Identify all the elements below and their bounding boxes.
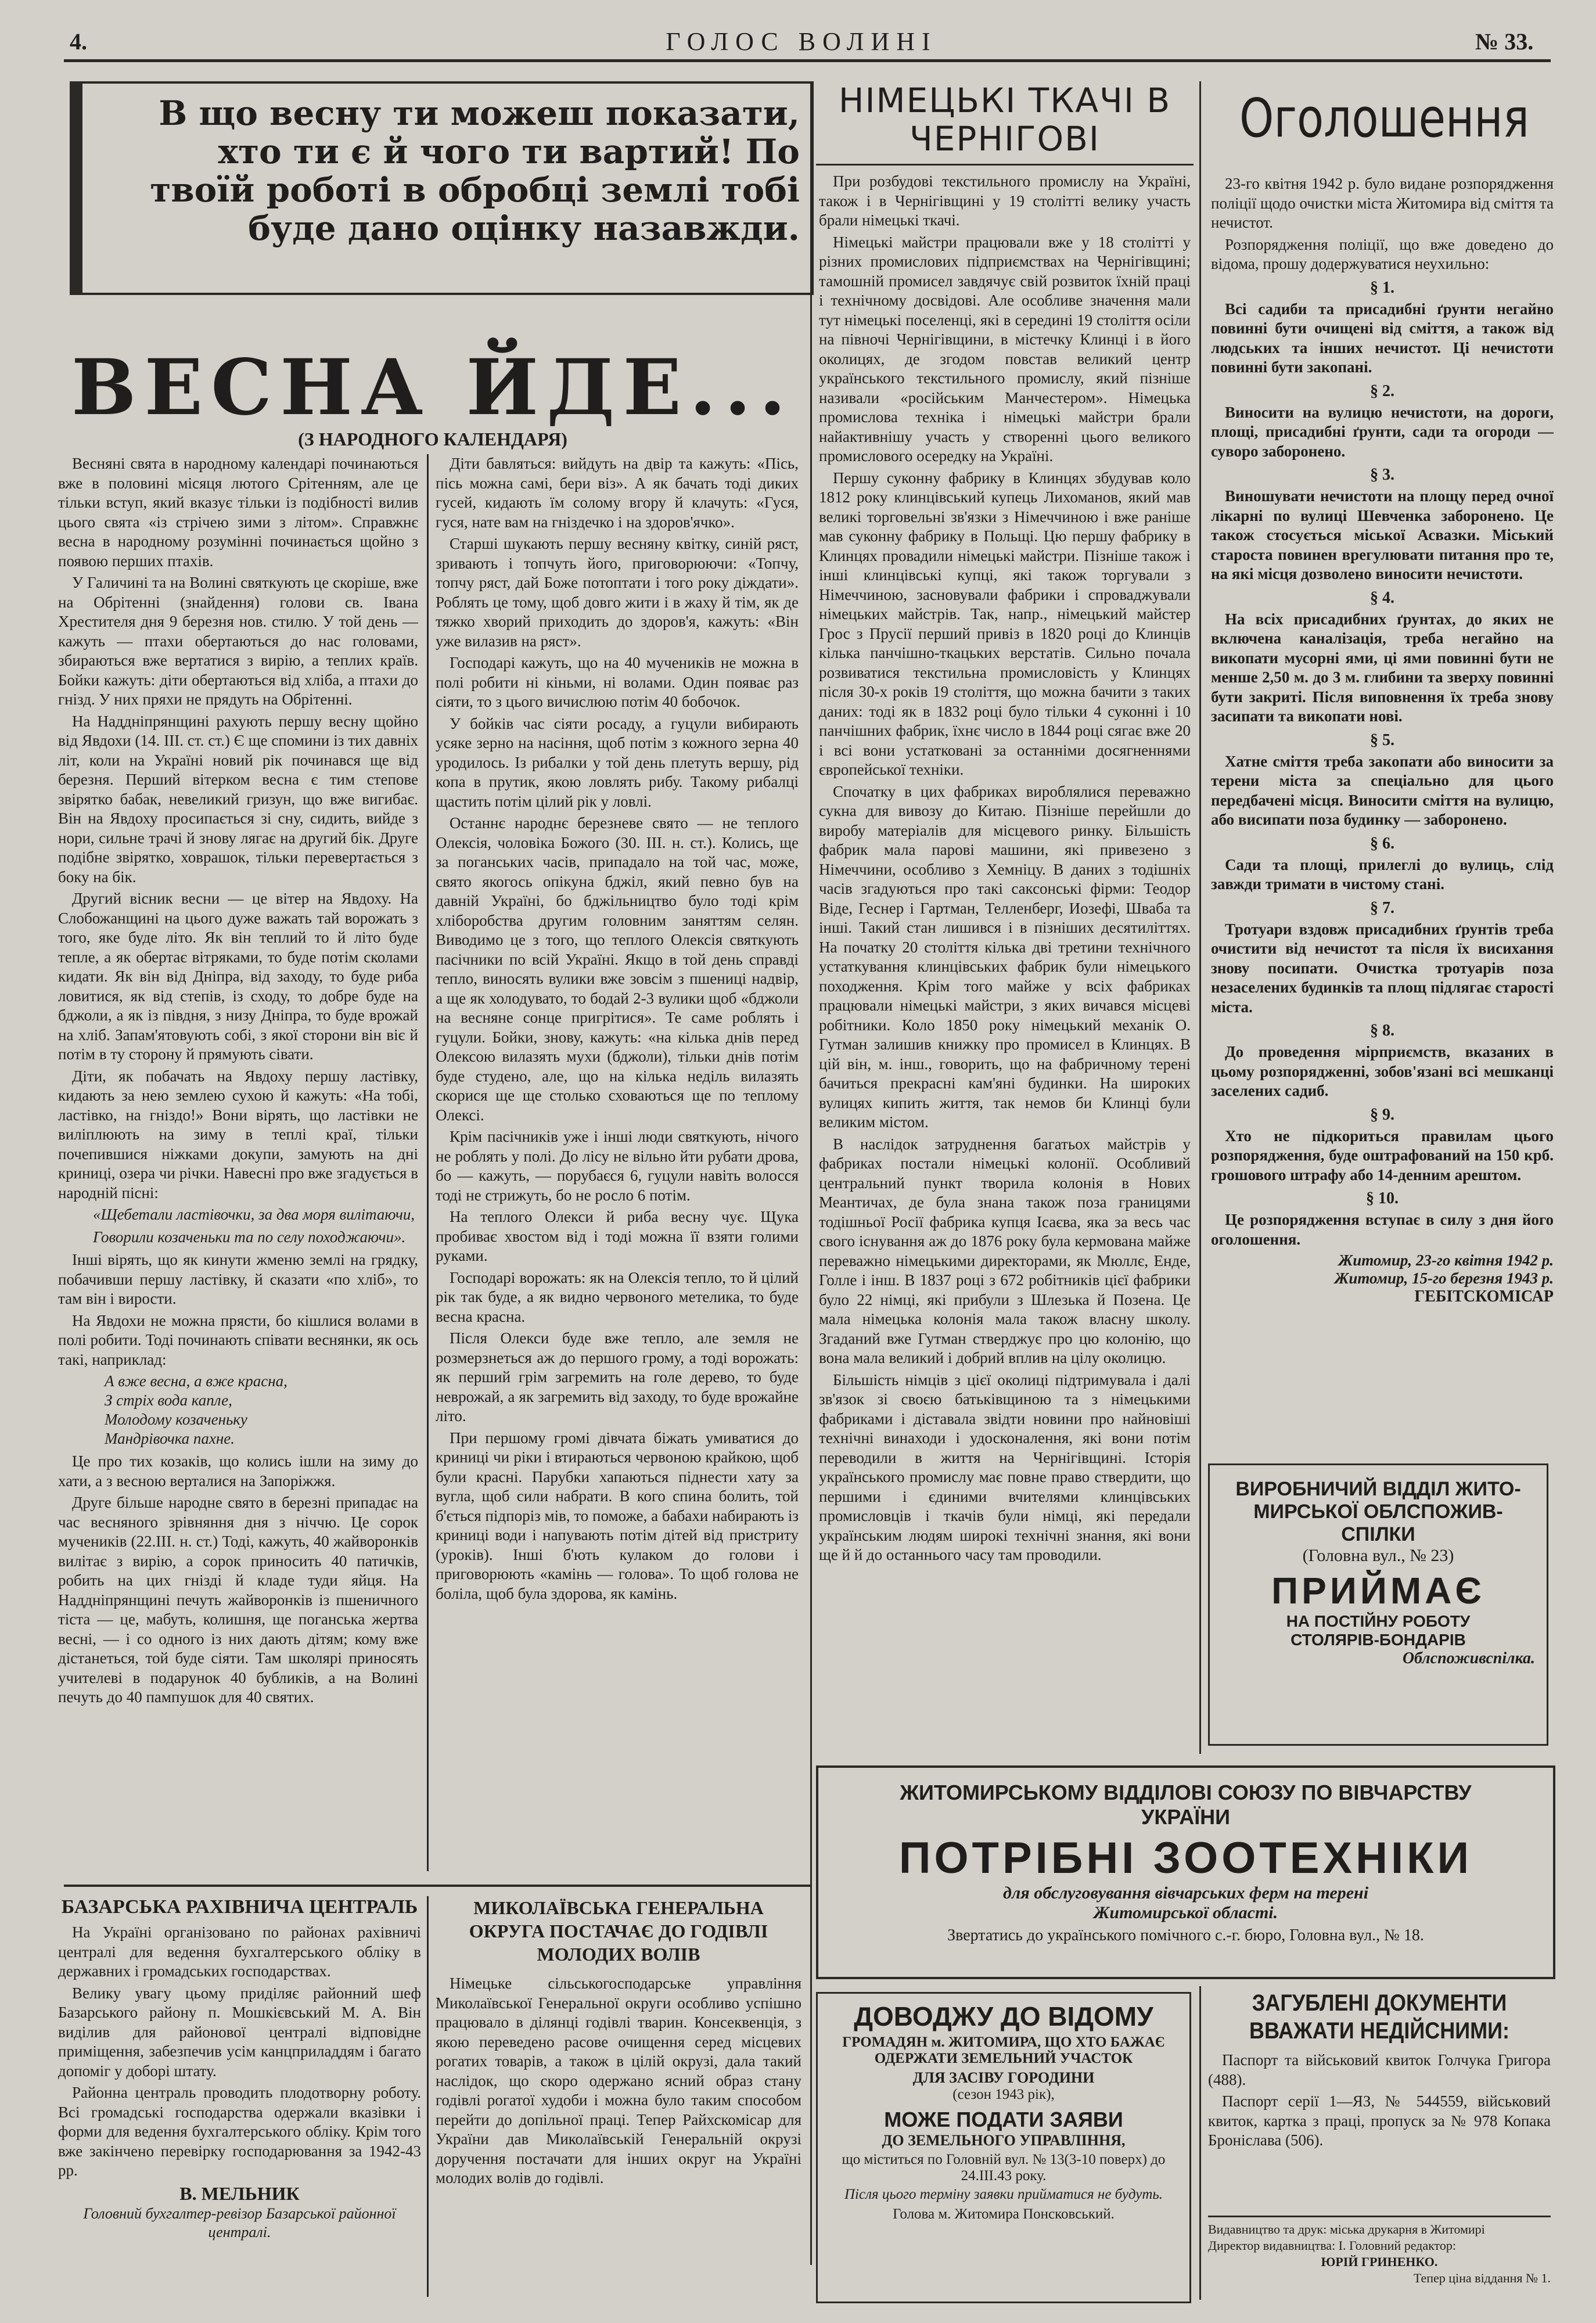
sheep-ad-headline: ПОТРІБНІ ЗООТЕХНІКИ [898,1833,1473,1883]
notice-section-text: Тротуари вздовж присадибних ґрунтів треба очистити від нечистот та після їх висихання знову посипати. Очистка тротуарів поза незаселених будинків та площ підлягає старості міста. [1211,920,1554,1016]
notice-section-text: Хатне сміття треба закопати або виносити за терени міста за спеціально для цього передбачені місця. Виносити сміття на вулицю, або висипати поза будинку — заборонено. [1211,752,1554,828]
masthead-rule [64,59,1551,62]
lost-item: Паспорт та військовий квиток Голчука Григора (488). [1208,2051,1551,2088]
weavers-para: Більшість німців з цієї околиці підтримувала і далі зв'язок зі своєю батьківщиною та з німецькими фабриками і діставала звідти новини про найновіші технічні винаходи і удосконалення, які вони потім переводили в життя на Чернігівщині. Історія українського промислу має повне право ствердити, що першими і єдиними вчителями клинцівських промисловців і ткачів були німці, які передали українським людям широкі технічні знання, які вони ще й й до останнього часу там проводили. [819,1371,1191,1563]
column-rule [1199,81,1201,1754]
spring-para: У Галичині та на Волині святкують це скоріше, вже на Обрітенні (знайдення) голови св. Івана Хрестителя дня 9 березня нов. стилю. У той день — кажуть — птахи обертаються до нас головами, збираються вже вертатися з вирію, а теплих країв. Бойки кажуть: діти обертаються від хліба, а птахи до гнізд. У них пряхи не прядуть на Обрітенні. [58,574,418,708]
works-ad-line: МИРСЬКОЇ ОБЛСПОЖИВ- [1253,1501,1503,1523]
dovodzhu-line: ДО ЗЕМЕЛЬНОГО УПРАВЛІННЯ, [882,2132,1126,2149]
lost-title: ЗАГУБЛЕНІ ДОКУМЕНТИ ВВАЖАТИ НЕДІЙСНИМИ: [1249,1990,1510,2044]
notice-section-number: § 4. [1370,588,1394,607]
works-ad-headline: ПРИЙМАЄ [1271,1570,1485,1612]
sheep-ad-contact: Звертатись до українського помічного с.-г. бюро, Головна вул., № 18. [947,1926,1424,1944]
notice-section-number: § 6. [1370,834,1394,853]
verse-line: Мандрівочка пахне. [105,1430,235,1447]
sheep-ad-line: УКРАЇНИ [1141,1805,1231,1829]
spring-para: При першому громі дівчата біжать умиватися до криниці чи ріки і втираються червоною крайкою, щоб були красні. Парубки хапаються піднести хату за вугла, щоб сили набрати. В кого спина болить, той б'ється підпоріз мів, то поможе, а бабахи набирають із криниці води і напувають потім дітей від пристриту (уроків). Інші б'ють кулаком до голови і приговорюють «камінь — голова». То щоб голова не боліла, щоб була здорова, як камінь. [436,1429,799,1602]
column-rule [1199,1986,1201,2300]
notice-section-text: Хто не підкориться правилам цього розпорядження, буде оштрафований на 150 крб. грошового штрафу або 14-денним арештом. [1211,1127,1554,1184]
notice-section-text: Виношувати нечистоти на площу перед очної лікарні по вулиці Шевченка заборонено. Це також стосується міської Асвазки. Міський староста повинен врегулювати питання про те, на які місця дозволено виносити нечистоти. [1211,487,1554,582]
notice-section-text: До проведення мірприємств, вказаних в цьому розпорядженні, зобов'язані всі мешканці заселених садиб. [1211,1043,1554,1099]
notice-section-number: § 2. [1370,382,1394,400]
dovodzhu-notice [816,1992,1191,2303]
notice-section-text: Виносити на вулицю нечистоти, на дороги, площі, присадибні ґрунти, сади та огороди — суворо заборонено. [1211,403,1554,460]
notice-date: Житомир, 23-го квітня 1942 р. [1338,1252,1554,1269]
bazar-signature-title: Головний бухгалтер-ревізор Базарської районної централі. [83,2205,396,2241]
issue-number: № 33. [1475,28,1534,55]
bazar-para: Велику увагу цьому приділяє районний шеф Базарського району п. Мошкієвський М. А. Він виділив для районової централі відповідне приміщення, забезпечив усім канцприладдям і багато допоміг у доборі штату. [58,1984,421,2080]
spring-para: Діти бавляться: вийдуть на двір та кажуть: «Пісь, пісь можна самі, бери віз». А як бачать тоді диких гусей, кидають їм солому вгору й клачуть: «Гуся, гуся, нате вам на гніздечко і на здоров'ячко». [436,455,799,531]
weavers-para: В наслідок затруднення багатьох майстрів у фабриках постали німецькі колонії. Особливий центральний пункт творила колонія в Нових Меантичах, де була знана також поза границями тодішньої Росії фабрика купця Ісаєва, яка за весь час свого існування аж до 1876 року була кермована майже переважно німецькими директорами, як Мюллє, Енде, Голле і інш. В 1837 році з 672 робітників цієї фабрики було 22 німці, які прибули з Шлезька й Позена. Це мала німецька колонія мала також власну школу. Згаданий вже Гутман стверджує про цю колонію, що вона мала великий і добрий вплив на цілу околицю. [819,1135,1191,1367]
works-ad-line: СТОЛЯРІВ-БОНДАРІВ [1291,1631,1466,1649]
notice-section-number: § 5. [1370,731,1394,749]
imprint-line: Тепер ціна віддання № 1. [1413,2271,1551,2285]
spring-para: Другий вісник весни — це вітер на Явдоху. На Слобожанщині на цього дуже важать тай ворожать з того, яке буде літо. Як він теплий то й літо буде тепле, а як обертає вітряками, то буде потім сколами кидати. Як він від Дніпра, від заходу, то буде рибa ловитися, як від степів, із сходу, то добре буде на бджоли, а як із півдня, з низу Дніпра, то буде врожай на хліб. Запам'ятовують собі, з якої сторони він віє й потім в ту сторону й прямують сівати. [58,890,418,1063]
notice-date: Житомир, 15-го березня 1943 р. [1334,1270,1554,1287]
dovodzhu-signature: Голова м. Житомира Понсковський. [893,2206,1115,2222]
notice-section-text: Всі садиби та присадибні ґрунти негайно повинні бути очищені від сміття, а також від людських та інших нечистот. Ці нечистоти повинні бути закопані. [1211,300,1554,376]
dovodzhu-title: ДОВОДЖУ ДО ВІДОМУ [854,2001,1153,2031]
notice-section-number: § 3. [1370,466,1394,484]
sheep-ad-line: ЖИТОМИРСЬКОМУ ВІДДІЛОВІ СОЮЗУ ПО ВІВЧАРСТВУ [900,1781,1472,1804]
column-rule [427,454,429,1871]
slogan-box [70,81,814,295]
spring-title: ВЕСНА ЙДЕ... [71,343,794,433]
spring-subtitle: (З НАРОДНОГО КАЛЕНДАРЯ) [298,429,567,450]
column-rule [810,81,812,2265]
masthead-title: ГОЛОС ВОЛИНІ [666,27,937,56]
spring-para: Діти, як побачать на Явдоху першу ластівку, кидають за нею землею сухою й кажуть: «На тобі, ластівко, на гніздо!» Вони вірять, що ластівки не виліплюють на зиму в теплі краї, тільки почепившися ніжками докупи, замують на дні криниці, озера чи річки. Навесні про вже згадується в народній пісні: [58,1067,418,1202]
spring-para: На Явдохи не можна прясти, бо кішлися волами в полі робити. Тоді починають співати веснянки, як ось такі, наприклад: [58,1311,418,1368]
works-ad-line: НА ПОСТІЙНУ РОБОТУ [1286,1612,1471,1630]
imprint-rule [1208,2216,1551,2217]
lost-item: Паспорт серії 1—ЯЗ, № 544559, військовий квиток, картка з праці, пропуск за № 978 Копака Броніслава (506). [1208,2092,1551,2149]
dovodzhu-line: що міститься по Головній вул. № 13(3-10 поверх) до 24.ІІІ.43 року. [842,2152,1166,2184]
mykolaiv-para: Німецьке сільськогосподарське управління Миколаївської Генеральної округи особливо успішно працювало в ділянці годівлі тварин. Консеквенція, з якою переведено расове очищення серед місцевих рогатих товарів, а також в цілій окрузі, дала такий наслідок, що скоро одержано ясний образ стану годівлі рогатої худоби і можна було таким способом перейти до допільної праці. Тепер Райхскомісар для України дав Миколаївській Генеральній окрузі доручення постачати для інших округ на Україні молодих волів до годівлі. [436,1975,801,2187]
spring-para: У бойків час сіяти росаду, а гуцули вибирають усяке зерно на насіння, щоб потім з кожного зерна 40 уродилось. Із рибалки у той день плетуть вершу, рід копа в прутик, якою ловлять рибу. Такому рибалці щастить потім цілий рік у ловлі. [436,714,799,810]
spring-col-1 [58,454,418,1871]
dovodzhu-line: ДЛЯ ЗАСІВУ ГОРОДИНИ [912,2069,1095,2086]
spring-para: На Наддніпрянщині рахують першу весну щойно від Явдохи (14. ІІІ. ст. ст.) Є ще спомини із тих давніх літ, коли на Україні новий рік починався ще від березня. Перший вітерком весна є тим степове звірятко бабак, невеликий гризун, що вже вигибає. Він на Явдоху просипається зі сну, сидить, вийде з нори, сильне трачі й знову лягає на другий бік. Друге подібне звірятко, ховрашок, тільки перевертається з боку на бік. [58,712,418,886]
notice-section-number: § 1. [1370,278,1394,297]
column-rule [427,1896,429,2297]
spring-para: На теплого Олекси й риба весну чує. Щука пробиває хвостом від і тоді можна її взяти голими руками. [436,1208,799,1264]
verse-line: «Щебетали ластівочки, за два моря вилітаючи, [93,1206,415,1223]
section-rule [64,1885,810,1887]
spring-para: Господарі ворожать: як на Олексія тепло, то й цілий рік так буде, а як видно червоного метелика, то буде весна красна. [436,1268,799,1325]
spring-para: Господарі кажуть, що на 40 мучеників не можна в полі робити ні кіньми, ні волами. Один появає раз сіяти, то з цього вичислюю потім 40 бобочок. [436,654,799,710]
sheep-ad-line: для обслуговування вівчарських ферм на терені [1002,1883,1369,1903]
bazar-para: Районна централь проводить плодотворну роботу. Всі громадські господарства одержали вказівки і форми для ведення бухгалтерського обліку. Крім того вже закінчено перевірку господарювання за 1942-43 рр. [58,2084,421,2179]
works-ad-address: (Головна вул., № 23) [1302,1546,1454,1565]
title-rule [816,164,1194,166]
lost-documents [1208,1989,1551,2210]
spring-para: Крім пасічників уже і інші люди святкують, нічого не роблять у полі. До лісу не вільно йти рубати дрова, бо — кажуть, — порубаєся 6, гуцули навіть волосся тоді не стрижуть, бо не росло 6 потім. [436,1128,799,1204]
weavers-para: При розбудові текстильного промислу на Україні, також і в Чернігівщині у 19 столітті велику участь брали німецькі ткачі. [819,172,1191,229]
verse-line: Говорили козаченьки та по селу походжаючи». [93,1228,406,1246]
works-ad-signature: Облспоживспілка. [1402,1649,1535,1667]
page-number: 4. [70,28,87,55]
dovodzhu-line: (сезон 1943 рік), [952,2087,1055,2102]
notice-section-number: § 9. [1370,1105,1394,1124]
notice-body [1211,174,1554,1440]
works-ad [1208,1463,1548,1746]
spring-para: Весняні свята в народному календарі починаються вже в половині місяця лютого Срітенням, але це тільки вступ, який вказує тільки із подібності вилив цього свята «із стрічею зими з літом». Справжнє весна в народному розумінні починається щойно з появою перших птахів. [58,455,418,570]
mykolaiv-title: МИКОЛАЇВСЬКА ГЕНЕРАЛЬНА ОКРУГА ПОСТАЧАЄ ДО ГОДІВЛІ МОЛОДИХ ВОЛІВ [469,1897,768,1965]
works-ad-line: ВИРОБНИЧИЙ ВІДДІЛ ЖИТО- [1235,1478,1521,1500]
bazar-title: БАЗАРСЬКА РАХІВНИЧА ЦЕНТРАЛЬ [61,1896,418,1918]
notice-intro: Розпорядження поліції, що вже доведено до відома, прошу додержуватися неухильно: [1211,235,1554,272]
notice-section-number: § 10. [1366,1189,1399,1207]
spring-col-2 [436,454,799,1871]
notice-intro: 23-го квітня 1942 р. було видане розпорядження поліції щодо очистки міста Житомира від сміття та нечистот. [1211,175,1554,231]
dovodzhu-line: Після цього терміну заявки прийматися не будуть. [844,2187,1163,2202]
verse-line: А вже весна, а вже красна, [105,1372,287,1390]
bazar-signature: В. МЕЛЬНИК [179,2182,300,2204]
imprint-line: Видавництво та друк: міська друкарня в Житомирі [1208,2222,1485,2236]
imprint-line: ЮРІЙ ГРИНЕНКО. [1321,2254,1438,2269]
sheep-ad [816,1765,1555,1979]
dovodzhu-line: МОЖЕ ПОДАТИ ЗАЯВИ [884,2108,1123,2131]
weavers-para: Першу суконну фабрику в Клинцях збудував коло 1812 року клинцівський купець Лихоманов, який мав великі торговельні зв'язки з Німеччиною і вже раніше мав суконну фабрику в Польщі. Цю першу фабрику в Клинцях провадили німецькі майстри. Пізніше також і інші клинцівські купці, які також торгували з Німеччиною, засновували фабрики і спроваджували німецьких майстрів. Так, напр., німецький майстер Грос з Прусії перший привіз в 1820 році до Клинців кілька панчішно-ткацьких верстатів. Сильно почала розвиватися текстильна промисловість у Клинцях після 30-х років 19 століття, що можна бачити з таких даних: тоді як в 1832 році було тільки 4 суконні і 10 панчішних фабрик, їхнє число в 1844 році сягає вже 20 і всі вони устатковані за останніми досягненнями європейської техніки. [819,469,1191,778]
weavers-para: Німецькі майстри працювали вже у 18 столітті у різних промислових підприємствах на Чернігівщині; тамошній промисел завдячує свій розвиток їхній праці і технічному досвідові. Але особливе значення мали тут німецькі поселенці, які в середині 19 століття осіли на півночі Чернігівщини, в містечку Клинці і в його околицях, де згодом повстав великий центр українського текстильного промислу, який пізніше називали «російським Манчестером». Німецька промислова техніка і німецькі майстри брали найактивнішу участь у створенні цього великого промислового осередку на Україні. [819,233,1191,465]
bazar-para: На Україні організовано по районах рахівничі централі для ведення бухгалтерського обліку в державних і громадських господарствах. [58,1923,421,1980]
slogan-text: В що весну ти можеш показати, хто ти є й чого ти вартий! По твоїй роботі в обробці землі тобі буде дано оцінку назавжди. [150,94,800,248]
imprint [1208,2221,1551,2286]
spring-para: Старші шукають першу весняну квітку, синій ряст, зривають і топчуть його, приговорюючи: «Топчу, топчу ряст, дай Боже потоптати і того року діждати». Роблять це тому, щоб довго жити і в жаху й тім, як де тяжко хворий приходить до здоров'я, кажуть: «Він уже вилазив на ряст». [436,535,799,650]
spring-para: Інші вірять, що як кинути жменю землі на грядку, побачивши першу ластівку, й сказати «по хліб», то там він і вирости. [58,1251,418,1307]
spring-para: Після Олекси буде вже тепло, але земля не розмерзнеться аж до першого грому, а тоді ворожать: як перший грім загремить на голе дерево, то буде неврожай, а як загремить від заходу, то буде врожайне літо. [436,1329,799,1425]
weavers-para: Спочатку в цих фабриках вироблялися переважно сукна для вивозу до Китаю. Пізніше перейшли до виробу матеріалів для місцевого ринку. Більшість фабрик мала парові машини, які привезено з Німеччини, особливо з Хемніцу. В даних з тодішніх часів згадуються про такі саксонські фірми: Теодор Віде, Геснер і Гартман, Телленберг, Иозефі, Шваба та інші. Такий стан лишився і в пізніших десятиліттях. На початку 20 століття кілька дві третини технічного устаткування клинцівських фабрик були німецького походження. Крім того майже у всіх фабриках працювали німецькі майстри, з яких вичався місцеві робітники. Коло 1850 року німецький механік О. Гутман залишив книжку про промисел в Клинцях. В цій він, м. інш., говорить, що на фабричному терені бачиться прекрасні кам'яні будинки. На широких вулицях кипить життя, так немов би Клинці були великим містом. [819,782,1191,1131]
spring-para: Друге більше народне свято в березні припадає на час весняного зрівняння дня з ніччю. Це сорок мучеників (22.ІІІ. н. ст.) Тоді, кажуть, 40 жайворонків вилітає з вирію, а сорок приносить 40 патичків, робить на цих гнізді й кладе туди яйця. На Наддніпрянщині печуть жайворонків із пшеничного тіста — це, мабуть, колишня, ще поганська жертва весні, — і со одного із них дають дітям; кому вже дістанеться, той буде сіяти. Там школярі приносять учителеві в подарунок 40 бубликів, а на Волині печуть до 40 пампушок для 40 святих. [58,1494,418,1706]
dovodzhu-line: ГРОМАДЯН м. ЖИТОМИРА, ЩО ХТО БАЖАЄ ОДЕРЖАТИ ЗЕМЕЛЬНИЙ УЧАСТОК [842,2034,1165,2066]
notice-signature: ГЕБІТСКОМІСАР [1414,1288,1554,1306]
notice-section-number: § 7. [1370,898,1394,917]
notice-section-number: § 8. [1370,1022,1394,1040]
notice-section-text: На всіх присадибних ґрунтах, до яких не включена каналізація, треба негайно на викопати мусорні ями, ці ями повинні бути не менше 2,50 м. до 3 м. глибини та зверху повинні бути закриті. Після виповнення їх треба знову засипати та викопати нові. [1211,610,1554,725]
sheep-ad-line: Житомирської області. [1093,1903,1278,1922]
notice-title: Оголошення [1239,87,1530,149]
bazar-article [58,1896,421,2297]
mykolaiv-article [436,1896,801,2297]
works-ad-line: СПІЛКИ [1341,1523,1415,1545]
imprint-line: Директор видавництва: І. Головний редактор: [1208,2238,1456,2253]
weavers-title: НІМЕЦЬКІ ТКАЧІ В ЧЕРНІГОВІ [838,81,1171,159]
spring-para: Це про тих козаків, що колись ішли на зиму до хати, а з весною верталися на Запоріжжя. [58,1452,418,1490]
notice-section-text: Це розпорядження вступає в силу з дня його оголошення. [1211,1211,1554,1248]
spring-para: Останнє народнє березневе свято — не теплого Олексія, чоловіка Божого (30. ІІІ. н. ст.). Колись, ще за поганських часів, припадало на той час, може, свято якогось опікуна бджіл, який певно був на давній Україні, бо бджільництво було тоді крім хліборобства другим головним заняттям селян. Виводимо це з того, що теплого Олексія святкують пасічники по всій Україні. Якщо в той день справді тепло, виносять вулики вже зовсім з пшениці надвір, а ще як холодувато, то бодай 2-3 вулики щоб «бджоли на весняне сонце пригрітися». Те саме роблять і гуцули. Бойки, знову, кажуть: «на кілька днів перед Олексою вилазять мухи (бджоли), тільки днів потім буде студено, але, що на кілька неділь вилазять скорися ще ще столько сховаються ще по теплому Олексі. [436,814,799,1124]
weavers-body [819,172,1191,1763]
notice-section-text: Сади та площі, прилеглі до вулиць, слід завжди тримати в чистому стані. [1211,855,1554,893]
verse-line: Молодому козаченьку [105,1411,247,1428]
verse-line: З стріх вода капле, [105,1391,232,1409]
